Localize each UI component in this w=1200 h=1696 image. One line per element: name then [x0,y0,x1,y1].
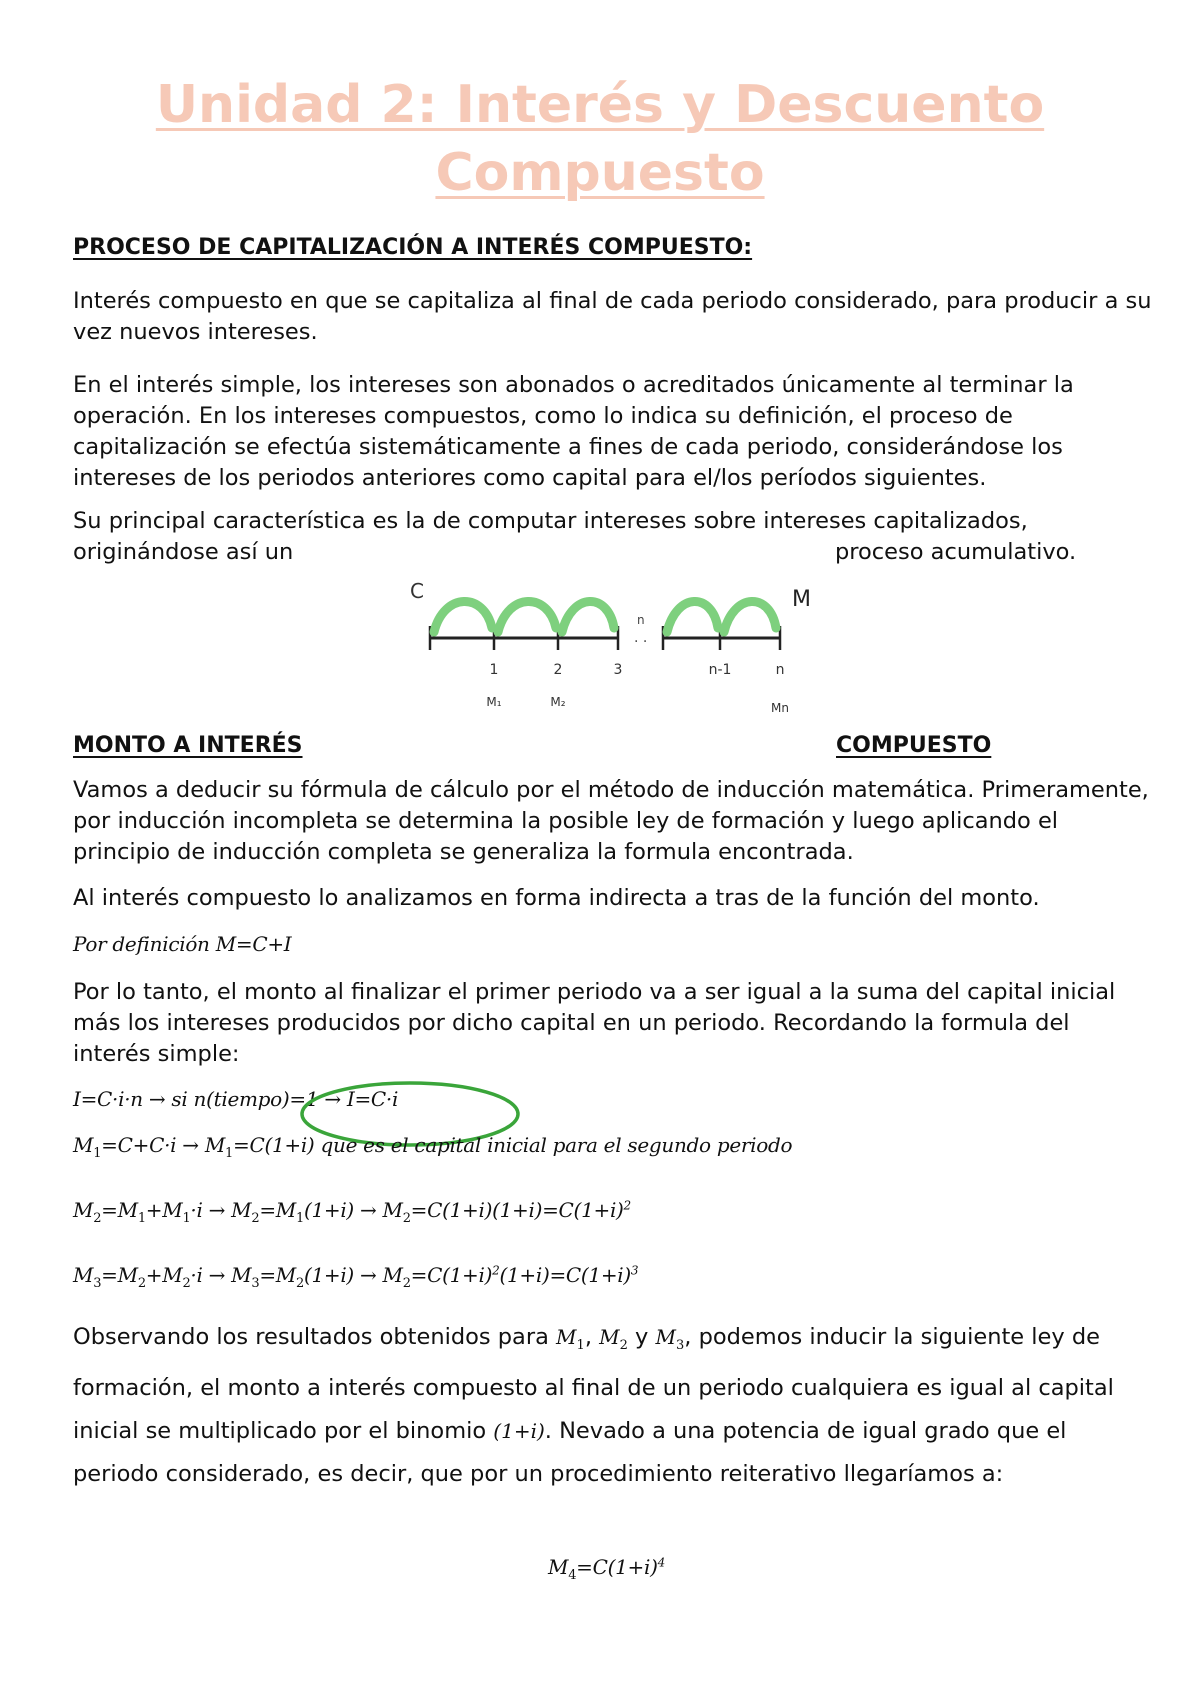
paragraph-induccion: Vamos a deducir su fórmula de cálculo por el método de inducción matemática. Primeramente, por inducción incompleta se determina la posible ley de formación y luego aplicando el principio de inducción completa se generaliza la formula encontrada. [73,777,1149,865]
diagram-dots: . . [634,630,648,646]
paragraph-caracteristica-line1: Su principal característica es la de computar intereses sobre intereses capitalizados, [73,508,1028,534]
paragraph-caracteristica-line2-left: originándose así un [73,539,294,565]
paragraph-analisis: Al interés compuesto lo analizamos en forma indirecta a tras de la función del monto. [73,885,1040,911]
paragraph-ley-a: Observando los resultados obtenidos para [73,1324,549,1350]
paragraph-caracteristica-line2-right: proceso acumulativo. [835,539,1077,565]
paragraph-ley-c: . Nevado a una potencia de igual grado que el periodo considerado, es decir, que por un procedimiento reiterativo llegaríamos a: [73,1418,1067,1487]
arc-5 [724,601,776,632]
paragraph-definicion: Interés compuesto en que se capitaliza al final de cada periodo considerado, para producir a su vez nuevos intereses. [73,288,1152,345]
amount-label-mn: Mn [771,701,789,715]
formula-m3: $M_3=M_2+M_2\cdot i \to M_3=M_2(1+i) \to M_2=C(1+i)^2(1+i)=C(1+i)^3$ [73,1263,639,1291]
tick-label-n: n [775,662,785,678]
paragraph-ley-formacion: Observando los resultados obtenidos para $M_1$, $M_2$ y $M_3$, podemos inducir la siguiente ley de formación, el monto a interés compuesto al final de un periodo cualquiera es igual al capital inicial se multiplicado por el binomio (1+i). Nevado a una potencia de igual grado que el periodo considerado, es decir, que por un procedimiento reiterativo llegaríamos a: [73,1324,1114,1487]
amount-label-m1: M₁ [486,695,502,709]
paragraph-ley-b: , podemos inducir la siguiente ley de formación, el monto a interés compuesto al final de un periodo cualquiera es igual al capital inicial se multiplicado por el binomio [73,1324,1114,1444]
diagram-n-mark: n [637,613,645,627]
formula-definicion: Por definición M=C+I [73,932,292,956]
tick-label-3: 3 [613,662,623,678]
arc-2 [498,601,556,632]
amount-label-m2: M₂ [550,695,566,709]
arc-1 [434,601,492,632]
formula-m2: $M_2=M_1+M_1\cdot i \to M_2=M_1(1+i) \to M_2=C(1+i)(1+i)=C(1+i)^2$ [73,1198,631,1226]
tick-label-1: 1 [489,662,499,678]
section-heading-capitalizacion: PROCESO DE CAPITALIZACIÓN A INTERÉS COMPUESTO: [73,235,753,260]
diagram-end-label: M [792,587,811,612]
formula-m1-text: que es el capital inicial para el segundo periodo [320,1133,793,1157]
arc-3 [562,601,614,632]
arc-4 [667,601,718,632]
formula-interes-simple: I=C·i·n → si n(tiempo)=1 → I=C·i [73,1087,399,1111]
section-heading-monto: MONTO A INTERÉS [73,733,303,758]
section-heading-monto-right: COMPUESTO [836,733,992,758]
tick-label-2: 2 [553,662,563,678]
diagram-start-label: C [410,579,424,603]
tick-label-n-1: n-1 [708,662,732,678]
formula-m4: $M_4=C(1+i)^4$ [548,1555,665,1583]
paragraph-monto-primer-periodo: Por lo tanto, el monto al finalizar el primer periodo va a ser igual a la suma del capital inicial más los intereses producidos por dicho capital en un periodo. Recordando la formula del interés simple: [73,979,1116,1067]
document-title-line1: Unidad 2: Interés y Descuento [155,75,1045,135]
paragraph-interes-simple: En el interés simple, los intereses son abonados o acreditados únicamente al terminar la operación. En los intereses compuestos, como lo indica su definición, el proceso de capitalización se efectúa sistemáticamente a fines de cada periodo, considerándose los intereses de los periodos anteriores como capital para el/los períodos siguientes. [73,372,1074,491]
document-title-line2: Compuesto [435,143,765,203]
capitalization-diagram [400,570,820,720]
formula-m1: $M_1=C+C\cdot i \to M_1=C(1+i)$ que es el capital inicial para el segundo periodo [73,1133,793,1161]
paragraph-ley-y: y [635,1324,649,1350]
